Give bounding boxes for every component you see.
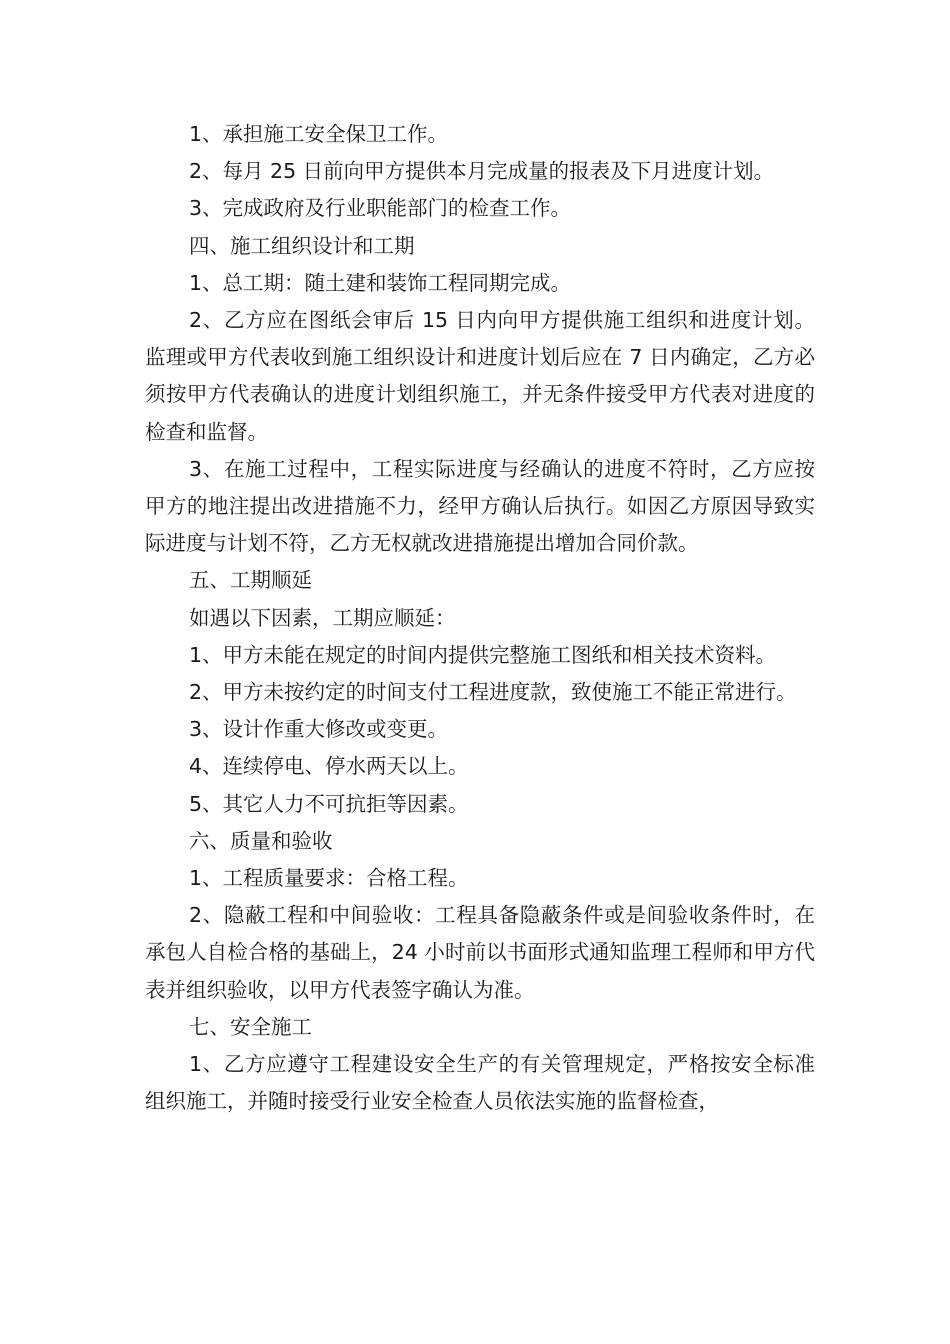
paragraph-9: 如遇以下因素，工期应顺延： xyxy=(189,605,456,630)
paragraph-16: 1、工程质量要求：合格工程。 xyxy=(189,866,469,891)
paragraph-7: 3、在施工过程中，工程实际进度与经确认的进度不符时，乙方应按甲方的地注提出改进措施不力，经甲方确认后执行。如因乙方原因导致实际进度与计划不符，乙方无权就改进措施提出增加合同价款。 xyxy=(145,456,815,556)
paragraph-12: 3、设计作重大修改或变更。 xyxy=(189,717,449,742)
section-heading-7: 七、安全施工 xyxy=(189,1014,312,1039)
paragraph-3: 3、完成政府及行业职能部门的检查工作。 xyxy=(189,196,572,221)
paragraph-14: 5、其它人力不可抗拒等因素。 xyxy=(189,791,469,816)
paragraph-1: 1、承担施工安全保卫工作。 xyxy=(189,122,449,146)
paragraph-19: 1、乙方应遵守工程建设安全生产的有关管理规定，严格按安全标准组织施工，并随时接受行业安全检查人员依法实施的监督检查， xyxy=(145,1052,815,1114)
section-heading-6: 六、质量和验收 xyxy=(189,828,333,853)
paragraph-2: 2、每月 25 日前向甲方提供本月完成量的报表及下月进度计划。 xyxy=(189,159,775,184)
paragraph-17: 2、隐蔽工程和中间验收：工程具备隐蔽条件或是间验收条件时，在承包人自检合格的基础上，24 小时前以书面形式通知监理工程师和甲方代表并组织验收，以甲方代表签字确认为准。 xyxy=(145,903,815,1002)
paragraph-11: 2、甲方未按约定的时间支付工程进度款，致使施工不能正常进行。 xyxy=(189,680,797,705)
paragraph-6: 2、乙方应在图纸会审后 15 日内向甲方提供施工组织和进度计划。监理或甲方代表收到施工组织设计和进度计划后应在 7 日内确定，乙方必须按甲方代表确认的进度计划组织施工，并无条件接受甲方代表对进度的检查和监督。 xyxy=(145,308,815,444)
section-heading-5: 五、工期顺延 xyxy=(189,568,312,593)
document-page xyxy=(145,116,815,1120)
paragraph-5: 1、总工期：随土建和装饰工程同期完成。 xyxy=(189,270,572,295)
paragraph-10: 1、甲方未能在规定的时间内提供完整施工图纸和相关技术资料。 xyxy=(189,642,777,667)
section-heading-4: 四、施工组织设计和工期 xyxy=(189,233,415,258)
paragraph-13: 4、连续停电、停水两天以上。 xyxy=(189,754,469,779)
